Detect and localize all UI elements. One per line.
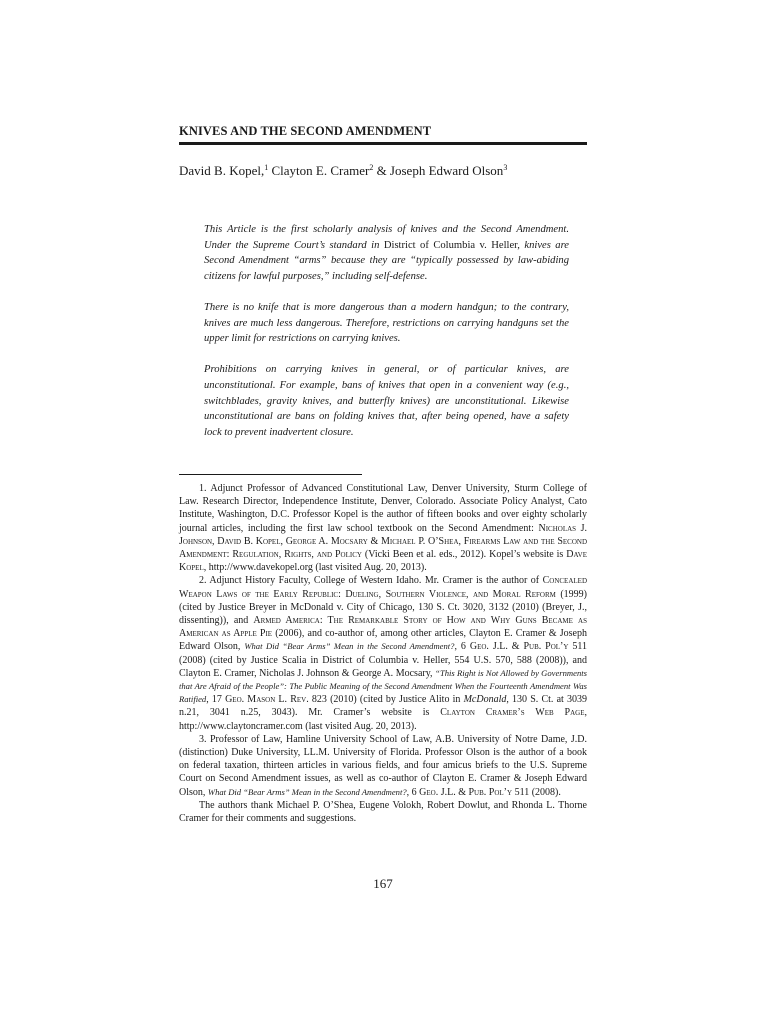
article-title: KNIVES AND THE SECOND AMENDMENT: [179, 124, 432, 138]
abstract-paragraph-1: This Article is the first scholarly analysis of knives and the Second Amendment. Under the Supreme Court’s standard in District of Columbia v. Heller, knives are Second Amendment “arms” because they are “typically possessed by law-abiding citizens for lawful purposes,” including self-defense.: [204, 224, 570, 282]
page-number: 167: [373, 876, 393, 891]
title-rule: [179, 142, 587, 145]
footnote-rule: [179, 474, 362, 475]
case-name-heller: District of Columbia v. Heller,: [383, 239, 520, 251]
footnote-1: 1. Adjunct Professor of Advanced Constitutional Law, Denver University, Sturm College of Law. Research Director, Independence Institute, Denver, Colorado. Associate Policy Analyst, Cato Institute, Washington, D.C. Professor Kopel is the author of fifteen books and over eighty scholarly journal articles, including the first law school textbook on the Second Amendment: Nicholas J. Johnson, David B. Kopel, George A. Mocsary & Michael P. O’Shea, Firearms Law and the Second Amendment: Regulation, Rights, and Policy (Vicki Been et al. eds., 2012). Kopel’s website is Dave Kopel, http://www.davekopel.org (last visited Aug. 20, 2013).: [179, 483, 588, 574]
abstract-paragraph-3: Prohibitions on carrying knives in general, or of particular knives, are unconstitutional. For example, bans of knives that open in a convenient way (e.g., switchblades, gravity knives, and butterfly knives) are unconstitutional. Likewise unconstitutional are bans on folding knives that, after being opened, have a safety lock to prevent inadvertent closure.: [204, 364, 569, 438]
acknowledgments: The authors thank Michael P. O’Shea, Eugene Volokh, Robert Dowlut, and Rhonda L. Thorne Cramer for their comments and suggestions.: [179, 799, 587, 825]
author-kopel: David B. Kopel,: [179, 163, 265, 178]
author-olson: & Joseph Edward Olson: [373, 163, 504, 178]
footnote-ref-3: 3: [503, 163, 508, 172]
footnote-ref-1: 1: [264, 163, 269, 172]
abstract: [204, 222, 569, 456]
author-line: [179, 163, 587, 179]
footnote-ref-2: 2: [369, 163, 374, 172]
footnote-2: 2. Adjunct History Faculty, College of Western Idaho. Mr. Cramer is the author of Concealed Weapon Laws of the Early Republic: Dueling, Southern Violence, and Moral Reform (1999) (cited by Justice Breyer in McDonald v. City of Chicago, 130 S. Ct. 3020, 3132 (2010) (Breyer, J., dissenting)), and Armed America: The Remarkable Story of How and Why Guns Became as American as Apple Pie (2006), and co-author of, among other articles, Clayton E. Cramer & Joseph Edward Olson, What Did “Bear Arms” Mean in the Second Amendment?, 6 Geo. J.L. & Pub. Pol’y 511 (2008) (cited by Justice Scalia in District of Columbia v. Heller, 554 U.S. 570, 588 (2008)), and Clayton E. Cramer, Nicholas J. Johnson & George A. Mocsary, “This Right is Not Allowed by Governments that Are Afraid of the People”: The Public Meaning of the Second Amendment When the Fourteenth Amendment Was Ratified, 17 Geo. Mason L. Rev. 823 (2010) (cited by Justice Alito in McDonald, 130 S. Ct. at 3039 n.21, 3041 n.25, 3043). Mr. Cramer’s website is Clayton Cramer’s Web Page, http://www.claytoncramer.com (last visited Aug. 20, 2013).: [179, 575, 587, 732]
author-cramer: Clayton E. Cramer: [268, 163, 370, 178]
abstract-paragraph-2: There is no knife that is more dangerous than a modern handgun; to the contrary, knives are much less dangerous. Therefore, restrictions on carrying handguns set the upper limit for restrictions on carrying knives.: [204, 301, 569, 345]
footnotes: [179, 482, 587, 825]
footnote-3: 3. Professor of Law, Hamline University School of Law, A.B. University of Notre Dame, J.D. (distinction) Duke University, LL.M. University of Florida. Professor Olson is the author of a book on federal taxation, thirteen articles in various fields, and four amicus briefs to the U.S. Supreme Court on Second Amendment issues, as well as co-author of Clayton E. Cramer & Joseph Edward Olson, What Did “Bear Arms” Mean in the Second Amendment?, 6 Geo. J.L. & Pub. Pol’y 511 (2008).: [179, 733, 587, 798]
